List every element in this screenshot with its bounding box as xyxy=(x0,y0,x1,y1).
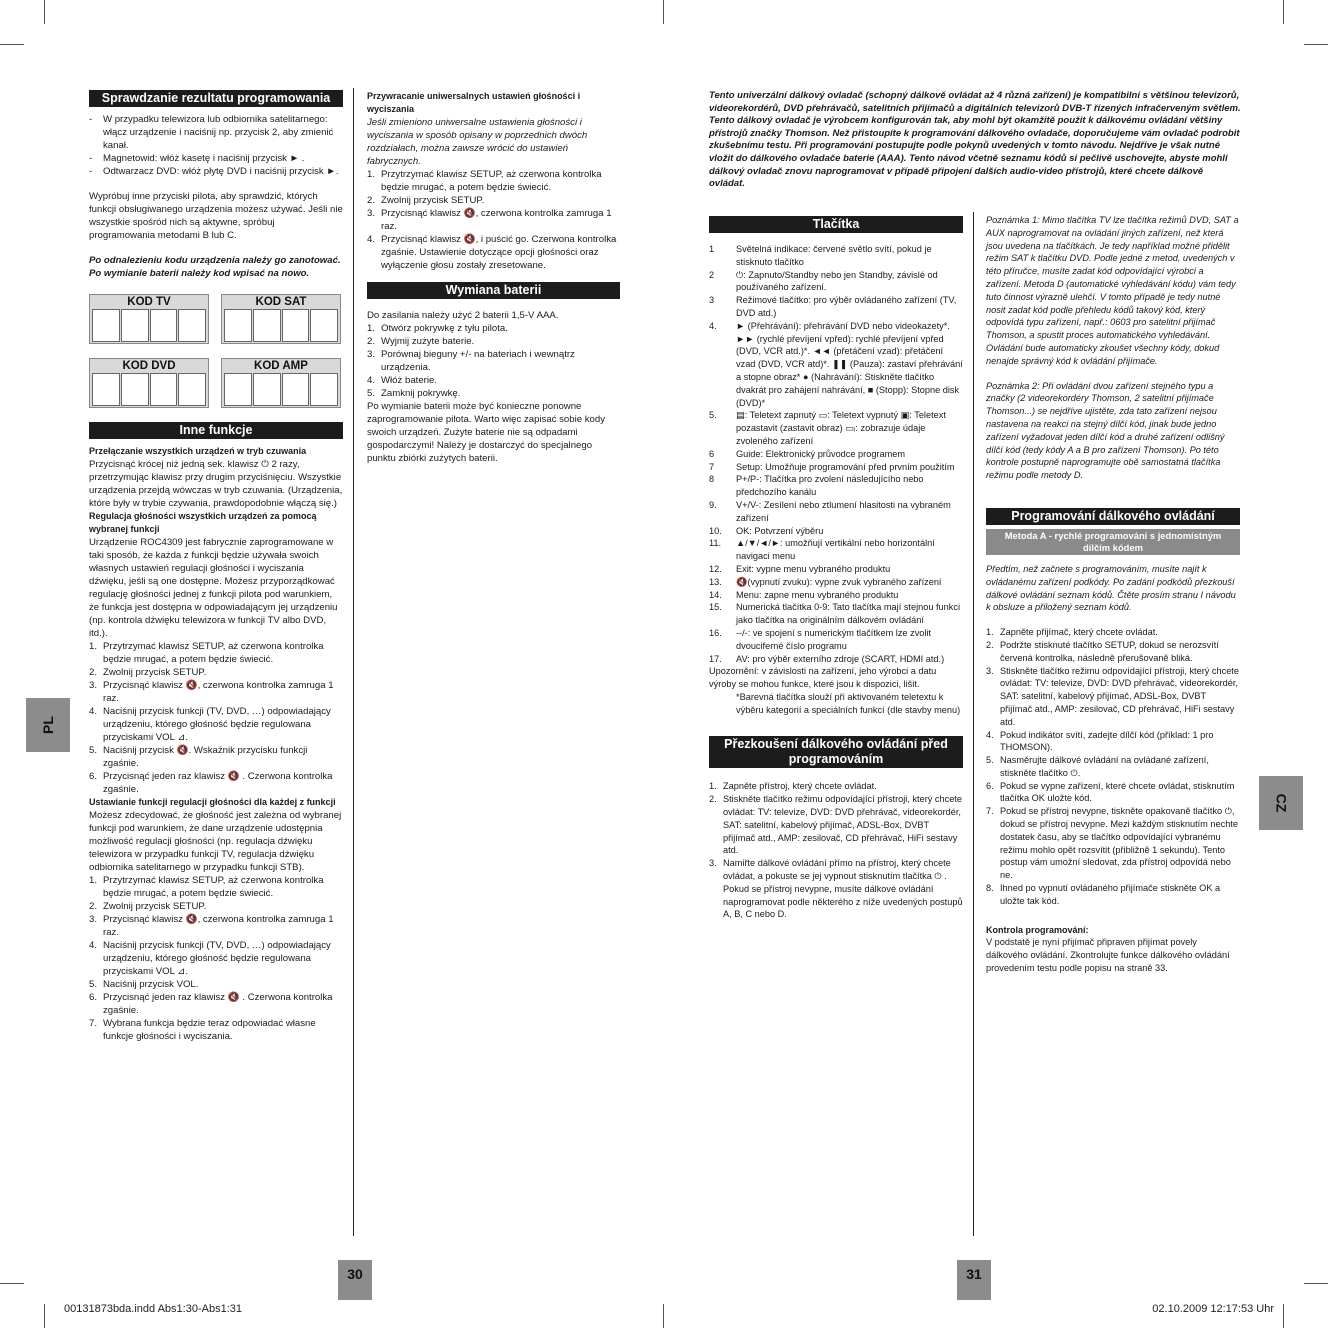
crop-mark xyxy=(1283,1304,1284,1328)
code-cell[interactable] xyxy=(150,309,178,342)
list-item: 4. Włóż baterie. xyxy=(367,375,437,386)
warning-label: Upozornění: xyxy=(709,666,760,677)
legend-row: 11. ▲/▼/◄/►: umožňují vertikální nebo horizontální navigaci menu xyxy=(709,538,935,562)
crop-mark xyxy=(0,1283,24,1284)
list-item: 5. Naciśnij przycisk 🔇. Wskaźnik przycisku funkcji zgaśnie. xyxy=(89,745,308,769)
crop-mark xyxy=(1304,1283,1328,1284)
paragraph: Przycisnąć krócej niż jedną sek. klawisz ⏻ 2 razy, przetrzymując klawisz przy drugim przyciśnięciu. Wszystkie urządzenia przejdą wówczas w tryb czuwania. (Urządzenia, które były w trybie czywania, prawdopodobnie włączą się.) xyxy=(89,459,343,509)
list-item: 2. Stiskněte tlačítko režimu odpovídající přístroji, který chcete ovládat: TV: televize, DVD: DVD přehrávač, videorekordér, SAT: satelitní, kabelový přijímač, ADSL-Box, DVBT přijímač atd., AMP: zesilovač, CD přehrávač, HiFi sestavy atd. xyxy=(709,794,962,856)
list-item: 1. Przytrzymać klawisz SETUP, aż czerwona kontrolka będzie mrugać, a potem będzie świecić. xyxy=(89,875,324,899)
paragraph: Po wymianie baterii może być konieczne ponowne zaprogramowanie pilota. Warto więc zapisać sobie kody swoich urządzeń. Zużyte baterie nie są odpadami gospodarczymi! Należy je dostarczyć do specjalnego punktu zbiórki zużytych baterii. xyxy=(367,401,606,464)
legend-row: 7 Setup: Umožňuje programování před prvním použitím xyxy=(709,461,955,472)
list-item: 1. Otwórz pokrywkę z tyłu pilota. xyxy=(367,323,508,334)
list-item: 2. Zwolnij przycisk SETUP. xyxy=(89,901,207,912)
paragraph: Předtím, než začnete s programováním, musíte najít k ovládanému zařízení podkódy. Po zadání podkódů přezkouší dálkové ovládání seznam kódů. Čtěte prosím stranu I návodu k obsluze a přiložený seznam kódů. xyxy=(986,563,1236,613)
list-item: - Magnetowid: włóż kasetę i naciśnij przycisk ► . xyxy=(89,152,343,165)
list-item: 4. Naciśnij przycisk funkcji (TV, DVD, …) odpowiadający urządzeniu, którego głośność będzie regulowana przyciskami VOL ⊿. xyxy=(89,706,331,743)
note-line: Po wymianie baterii należy kod wpisać na nowo. xyxy=(89,268,310,279)
crop-mark xyxy=(44,1304,45,1328)
crop-mark xyxy=(1304,44,1328,45)
legend-row: 14. Menu: zapne menu vybraného produktu xyxy=(709,589,899,600)
paragraph: Możesz zdecydować, że głośność jest zależna od wybranej funkcji pod warunkiem, że dane urządzenie udostępnia możliwość regulacji głośności (np. regulacja dźwięku telewizora w przypadku funkcji TV, regulacja dźwięku odbiornika satelitarnego w przypadku funkcji STB). xyxy=(89,810,342,873)
code-box-title: KOD SAT xyxy=(255,296,307,308)
crop-mark xyxy=(0,44,24,45)
list-item: 5. Zamknij pokrywkę. xyxy=(367,388,461,399)
code-cell[interactable] xyxy=(310,309,338,342)
list-item: 4. Pokud indikátor svítí, zadejte dílčí kód (příklad: 1 pro THOMSON). xyxy=(986,729,1214,753)
paragraph: Wypróbuj inne przyciski pilota, aby sprawdzić, których funkcji obsługiwanego urządzenia możesz używać. Jeśli nie wszystkie spośród nich są aktywne, spróbuj programowania metodami B lub C. xyxy=(89,191,343,241)
page-number-left: 30 xyxy=(338,1260,372,1300)
list-item: 3. Namiřte dálkové ovládání přímo na přístroj, který chcete ovládat, a pokuste se jej vypnout stisknutím tlačítka ⏻ . Pokud se přístroj nevypne, musíte dálkové ovládání naprogramovat podle některého z níže uvedených postupů A, B, C nebo D. xyxy=(709,858,963,920)
list-item: 5. Naciśnij przycisk VOL. xyxy=(89,979,199,990)
list-item: 4. Naciśnij przycisk funkcji (TV, DVD, …) odpowiadający urządzeniu, którego głośność będzie regulowana przyciskami VOL ⊿. xyxy=(89,940,331,977)
pl-column-2 xyxy=(367,90,620,465)
section-title: Regulacja głośności wszystkich urządzeń za pomocą wybranej funkcji xyxy=(89,511,317,534)
cz-column-3 xyxy=(709,216,963,921)
language-tab-pl: PL xyxy=(26,698,70,752)
section-title: Ustawianie funkcji regulacji głośności dla każdej z funkcji xyxy=(89,797,336,807)
list-item: 7. Wybrana funkcja będzie teraz odpowiadać własne funkcje głośności i wyciszania. xyxy=(89,1018,316,1042)
section-header-check: Sprawdzanie rezultatu programowania xyxy=(89,90,343,107)
section-header-buttons: Tlačítka xyxy=(709,216,963,233)
list-item: 6. Przycisnąć jeden raz klawisz 🔇 . Czerwona kontrolka zgaśnie. xyxy=(89,992,333,1016)
legend-row: 17. AV: pro výběr externího zdroje (SCART, HDMI atd.) xyxy=(709,653,945,664)
legend-row: 13. 🔇(vypnutí zvuku): vypne zvuk vybraného zařízení xyxy=(709,576,942,587)
code-cell[interactable] xyxy=(121,309,149,342)
subsection-header-method-a: Metoda A - rychlé programování s jednomístným dílčím kódem xyxy=(986,529,1240,555)
paragraph: Jeśli zmieniono uniwersalne ustawienia głośności i wyciszania w sposób opisany w poprzednich dwóch rozdziałach, można zawsze wrócić do ustawień fabrycznych. xyxy=(367,117,588,167)
legend-row: 8 P+/P-: Tlačítka pro zvolení následujícího nebo předchozího kanálu xyxy=(709,474,924,498)
list-item: 5. Nasměrujte dálkové ovládání na ovládané zařízení, stiskněte tlačítko ⏻. xyxy=(986,755,1209,778)
code-cell[interactable] xyxy=(253,373,281,406)
list-item: 3. Stiskněte tlačítko režimu odpovídající přístroji, který chcete ovládat: TV: televize, DVD: DVD přehrávač, videorekordér, SAT: satelitní, kabelový přijímač, ADSL-Box, DVBT přijímač atd., AMP: zesilovač, CD přehrávač, HiFi sestavy atd. xyxy=(986,665,1239,727)
list-item: 1. Zapněte přístroj, který chcete ovládat. xyxy=(709,781,877,792)
legend-row: 4. ► (Přehrávání): přehrávání DVD nebo videokazety*. ►► (rychlé převíjení vpřed): rychlé převíjení vpřed (DVD, VCR atd.)*. ◄◄ (přetáčení vzad): přetáčení vzad (DVD, VCR atd)*. ❚❚ (Pauza): zastaví přehrávání a stopne obraz* ● (Nahrávání): Stiskněte tlačítko dvakrát pro zahájení nahrávání, ■ (Stopp): Stopne disk (DVD)* xyxy=(709,320,963,408)
list-item: - Odtwarzacz DVD: włóż płytę DVD i naciśnij przycisk ►. xyxy=(89,165,343,178)
code-box-sat xyxy=(221,294,341,344)
list-item: 7. Pokud se přístroj nevypne, tiskněte opakovaně tlačítko ⏻, dokud se přístroj nevypne. Mezi každým stisknutím nechte dostatek času, aby se tlačítko odpovídající vybranému režimu mohlo opět rozsvítit (přibližně 1 sekundu). Tento postup vám umožní sledovat, zda přístroj odpovídá nebo ne. xyxy=(986,806,1238,881)
note-2: Poznámka 2: Při ovládání dvou zařízení stejného typu a značky (2 videorekordéry Thomson, 2 satelitní přijímače Thomson...) se nejdříve ujistěte, zda tato zařízení nejsou nastavena na reakci na stejný dílčí kód, jinak bude jedno zařízení vyžadovat jeden dílčí kód a druhé zařízení odlišný dílčí kód (tedy kódy A a B pro zařízení Thomson). Po této kontrole postupně naprogramujte obě samostatná tlačítka režimu podle metody D. xyxy=(986,380,1225,481)
legend-row: 9. V+/V-: Zesílení nebo ztlumení hlasitosti na vybraném zařízení xyxy=(709,499,951,523)
crop-mark xyxy=(1283,0,1284,24)
code-cell[interactable] xyxy=(178,373,206,406)
steps-list xyxy=(986,626,1240,908)
code-boxes xyxy=(89,294,343,408)
legend-row: 2 ⏻: Zapnuto/Standby nebo jen Standby, závislé od používaného zařízení. xyxy=(709,269,938,293)
legend-row: 5. ▤: Teletext zapnutý ▭: Teletext vypnutý ▣: Teletext pozastavit (zastavit obraz) ▭ᵢ: zobrazuje údaje zvoleného zařízení xyxy=(709,410,946,446)
section-header-programming: Programování dálkového ovládání xyxy=(986,508,1240,525)
note-line: Po odnalezieniu kodu urządzenia należy go zanotować. xyxy=(89,255,341,266)
paragraph: Urządzenie ROC4309 jest fabrycznie zaprogramowane w taki sposób, że każda z funkcji będzie używała swoich własnych ustawień regulacji głośności i wyciszania dźwięku, jeśli są one dostępne. Możesz przyporządkować regulację głośności jednej z funkcji pilota pod warunkiem, że funkcja jest dostępna w odpowiadającym jej urządzeniu (np. kontrola dźwięku telewizora w funkcji TV albo DVD, itd.). xyxy=(89,537,338,639)
list-item: 2. Podržte stisknuté tlačítko SETUP, dokud se nerozsvítí červená kontrolka, následně přerušovaně bliká. xyxy=(986,639,1219,663)
list-item: 8. Ihned po vypnutí ovládaného přijímače stiskněte OK a uložte tak kód. xyxy=(986,883,1221,906)
footer-file-info: 00131873bda.indd Abs1:30-Abs1:31 xyxy=(64,1303,242,1315)
legend-row: 12. Exit: vypne menu vybraného produktu xyxy=(709,563,891,574)
column-divider xyxy=(353,88,354,1236)
steps-list xyxy=(367,168,620,272)
legend-row: 15. Numerická tlačítka 0-9: Tato tlačítka mají stejnou funkci jako tlačítka na originálním dálkovém ovládání xyxy=(709,602,960,626)
code-cell[interactable] xyxy=(224,373,252,406)
legend-row: 6 Guide: Elektronický průvodce programem xyxy=(709,448,906,459)
steps-list xyxy=(89,640,343,796)
section-header-test: Přezkoušení dálkového ovládání před programováním xyxy=(709,736,963,768)
note-1: Poznámka 1: Mimo tlačítka TV lze tlačítka režimů DVD, SAT a AUX naprogramovat na ovládání jiných zařízení, než která jsou uvedena na tlačítkách. Je tedy například možné přidělit režim SAT k tlačítku DVD. Podle jedné z metod, uvedených v této příručce, musíte zadat kód odpovídající výrobci a zařízení. Metoda D (automatické vyhledávání kódu) vám tedy tuto činnost výrazně ulehčí. V tomto případě je tedy nutné nosit zadat kód podle přehledu kódů takový kód, který odpovídá typu zařízení, např.: 0603 pro satelitní přijímač Thomson, a spustit proces automatického vyhledávání. Ovládání bude automaticky zkoušet všechny kódy, dokud nenajde správný kód k ovládání přijímače. xyxy=(986,215,1239,366)
code-cell[interactable] xyxy=(92,309,120,342)
crop-mark xyxy=(663,1304,664,1328)
list-item: 3. Przycisnąć klawisz 🔇, czerwona kontrolka zamruga 1 raz. xyxy=(367,208,612,232)
button-legend xyxy=(709,243,963,665)
list-item: 3. Przycisnąć klawisz 🔇, czerwona kontrolka zamruga 1 raz. xyxy=(89,680,334,704)
list-item: 1. Zapněte přijímač, který chcete ovládat. xyxy=(986,627,1158,638)
page-number-right: 31 xyxy=(957,1260,991,1300)
list-item: 2. Zwolnij przycisk SETUP. xyxy=(89,667,207,678)
code-cell[interactable] xyxy=(282,309,310,342)
code-cell[interactable] xyxy=(121,373,149,406)
code-cell[interactable] xyxy=(150,373,178,406)
list-item: 2. Zwolnij przycisk SETUP. xyxy=(367,195,485,206)
list-item: 1. Przytrzymać klawisz SETUP, aż czerwona kontrolka będzie mrugać, a potem będzie świecić. xyxy=(367,169,602,193)
section-title: Przywracanie uniwersalnych ustawień głośności i wyciszania xyxy=(367,91,581,114)
code-cell[interactable] xyxy=(310,373,338,406)
code-cell[interactable] xyxy=(282,373,310,406)
code-box-title: KOD DVD xyxy=(122,360,176,372)
section-title: Kontrola programování: xyxy=(986,924,1089,935)
crop-mark xyxy=(663,0,664,24)
footer-timestamp: 02.10.2009 12:17:53 Uhr xyxy=(1152,1303,1274,1315)
warning-note: Upozornění: v závislosti na zařízení, jeho výrobci a datu výroby se mohou funkce, které jsou k dispozici, lišit. xyxy=(709,666,937,690)
section-title: Przełączanie wszystkich urządzeń w tryb czuwania xyxy=(89,446,307,456)
list-item: 3. Przycisnąć klawisz 🔇, czerwona kontrolka zamruga 1 raz. xyxy=(89,914,334,938)
section-header-other: Inne funkcje xyxy=(89,422,343,439)
list-item: 2. Wyjmij zużyte baterie. xyxy=(367,336,475,347)
code-cell[interactable] xyxy=(178,309,206,342)
paragraph: V podstatě je nyní přijímač připraven přijímat povely dálkového ovládání. Zkontrolujte funkce dálkového ovládání provedením testu podle popisu na straně 33. xyxy=(986,937,1230,974)
cz-column-4 xyxy=(986,214,1240,975)
list-item: 1. Przytrzymać klawisz SETUP, aż czerwona kontrolka będzie mrugać, a potem będzie świecić. xyxy=(89,641,324,665)
crop-mark xyxy=(44,0,45,24)
code-cell[interactable] xyxy=(224,309,252,342)
code-box-title: KOD AMP xyxy=(254,360,308,372)
list-item: 6. Przycisnąć jeden raz klawisz 🔇 . Czerwona kontrolka zgaśnie. xyxy=(89,771,333,795)
steps-list xyxy=(89,874,343,1043)
code-box-title: KOD TV xyxy=(127,296,171,308)
column-divider xyxy=(973,212,974,1236)
code-box-amp xyxy=(221,358,341,408)
language-tab-cz: CZ xyxy=(1259,776,1303,830)
legend-row: 10. OK: Potvrzení výběru xyxy=(709,525,824,536)
list-item: 6. Pokud se vypne zařízení, které chcete ovládat, stisknutím tlačítka OK uložte kód. xyxy=(986,780,1235,804)
code-cell[interactable] xyxy=(253,309,281,342)
list-item: - W przypadku telewizora lub odbiornika satelitarnego: włącz urządzenie i naciśnij np. przycisk 2, aby zmienić kanał. xyxy=(89,113,343,152)
legend-row: 1 Světelná indikace: červené světlo svítí, pokud je stisknuto tlačítko xyxy=(709,244,932,267)
code-box-tv xyxy=(89,294,209,344)
cz-intro: Tento univerzální dálkový ovladač (schopný dálkově ovládat až 4 různá zařízení) je kompatibilní s většinou televizorů, videorekordérů, DVD přehrávačů, satelitních přijímačů a digitálních televizorů DVB-T řízených infračerveným světlem. Tento dálkový ovladač je výrobcem konfigurován tak, aby mohl být okamžitě použit k dálkovému ovládání většiny přístrojů značky Thomson. Než přistoupíte k programování dálkového ovladače, doporučujeme vám ovladač podrobit zkušebnímu testu. Při programování postupujte podle pokynů uvedených v tomto návodu. Nejdříve je však nutné vložit do dálkového ovladače baterie (AAA). Tento návod včetně seznamu kódů si pečlivě uschovejte, abyste mohli dálkový ovladač znovu naprogramovat v případě připojení dalších audio-video přístrojů, které chcete dálkově ovládat. xyxy=(709,90,1241,190)
code-box-dvd xyxy=(89,358,209,408)
footnote: *Barevná tlačítka slouží při aktivovaném teletextu k výběru kategorií a speciálních funkcí (dle stavby menu) xyxy=(736,691,961,715)
steps-list xyxy=(367,322,620,400)
steps-list xyxy=(709,780,963,921)
paragraph: Do zasilania należy użyć 2 baterii 1,5-V AAA. xyxy=(367,310,559,321)
section-header-battery: Wymiana baterii xyxy=(367,282,620,299)
check-list xyxy=(89,113,343,178)
list-item: 4. Przycisnąć klawisz 🔇, i puścić go. Czerwona kontrolka zgaśnie. Ustawienie dotyczące opcji głośności oraz wyłączenie głosu zostały zresetowane. xyxy=(367,234,617,271)
legend-row: 16. -‑/-: ve spojení s numerickým tlačítkem lze zvolit dvouciferné číslo programu xyxy=(709,627,932,651)
legend-row: 3 Režimové tlačítko: pro výběr ovládaného zařízení (TV, DVD atd.) xyxy=(709,295,957,318)
pl-column-1 xyxy=(89,90,343,1043)
code-cell[interactable] xyxy=(92,373,120,406)
list-item: 3. Porównaj bieguny +/- na bateriach i wewnątrz urządzenia. xyxy=(367,349,575,373)
